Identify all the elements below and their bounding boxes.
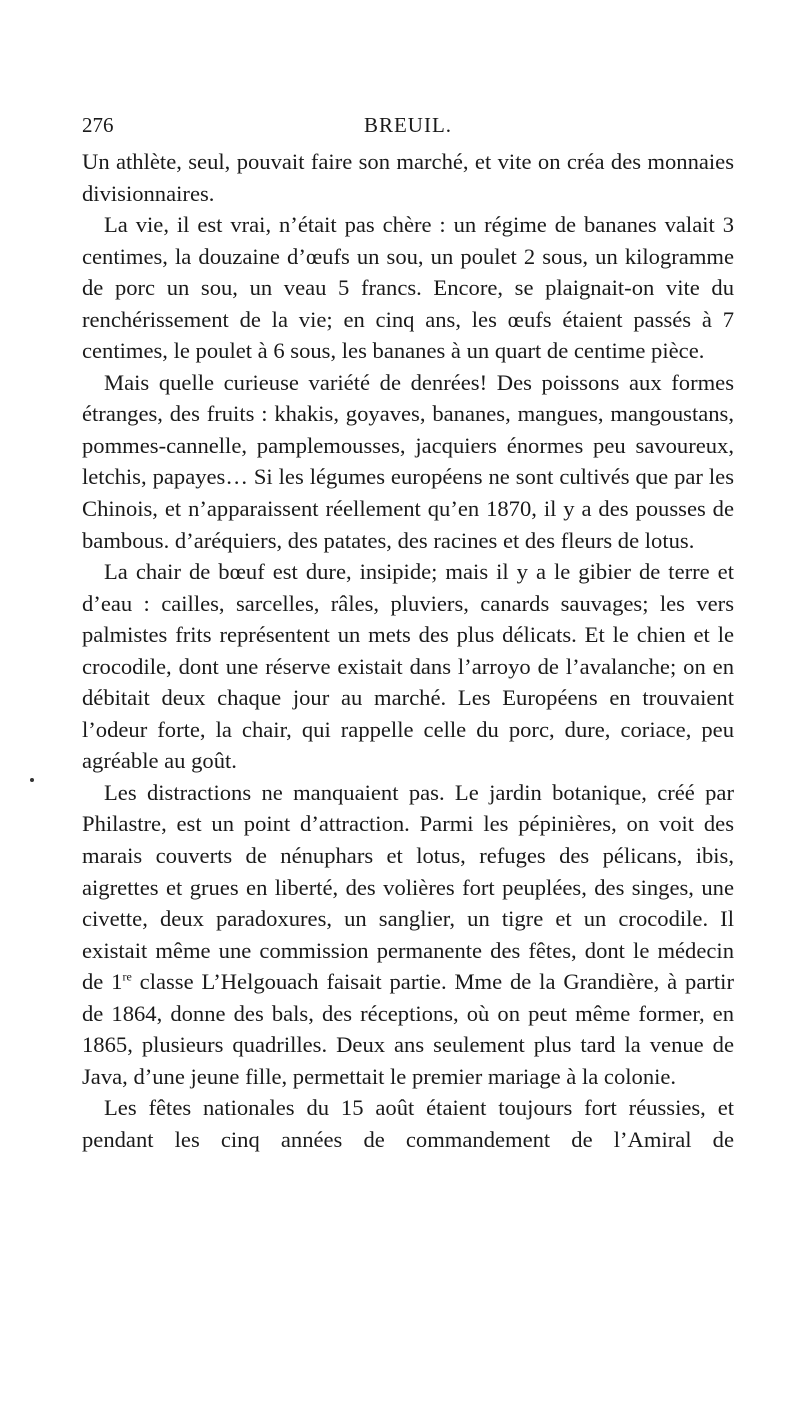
- margin-ink-dot: [30, 778, 34, 782]
- paragraph-3: Mais quelle curieuse variété de denrées! Des poissons aux formes étranges, des fruits : khakis, goyaves, bananes, mangues, mangoustans, pommes-cannelle, pamplemousses, jacquiers énormes peu savoureux, letchis, papayes… Si les légumes européens ne sont cultivés que par les Chinois, et n’apparaissent réellement qu’en 1870, il y a des pousses de bambous. d’aréquiers, des patates, des racines et des fleurs de lotus.: [82, 369, 734, 553]
- paragraph-1: Un athlète, seul, pouvait faire son marché, et vite on créa des monnaies divisionnaires.: [82, 149, 734, 206]
- paragraph-6: Les fêtes nationales du 15 août étaient toujours fort réussies, et pendant les cinq années de commandement de l’Amiral de: [82, 1095, 734, 1152]
- body-text: [82, 146, 734, 1156]
- paragraph-2: La vie, il est vrai, n’était pas chère : un régime de bananes valait 3 centimes, la douzaine d’œufs un sou, un poulet 2 sous, un kilogramme de porc un sou, un veau 5 francs. Encore, se plaignait-on vite du renchérissement de la vie; en cinq ans, les œufs étaient passés à 7 centimes, le poulet à 6 sous, les bananes à un quart de centime pièce.: [82, 212, 734, 364]
- running-title: BREUIL.: [363, 113, 453, 137]
- ordinal-superscript: re: [122, 969, 132, 984]
- running-head: [82, 113, 734, 143]
- paragraph-4: La chair de bœuf est dure, insipide; mais il y a le gibier de terre et d’eau : cailles, sarcelles, râles, pluviers, canards sauvages; les vers palmistes frits représentent un mets des plus délicats. Et le chien et le crocodile, dont une réserve existait dans l’arroyo de l’avalanche; on en débitait deux chaque jour au marché. Les Européens en trouvaient l’odeur forte, la chair, qui rappelle celle du porc, dure, coriace, peu agréable au goût.: [82, 559, 734, 774]
- paragraph-5-text-after: classe L’Helgouach faisait partie. Mme de la Grandière, à partir de 1864, donne des bals, des réceptions, où on peut même former, en 1865, plusieurs quadrilles. Deux ans seulement plus tard la venue de Java, d’une jeune fille, permettait le premier mariage à la colonie.: [82, 969, 734, 1089]
- paragraph-5: [82, 777, 734, 1092]
- page-number: 276: [82, 113, 114, 137]
- paragraph-5-text-before: Les distractions ne manquaient pas. Le jardin botanique, créé par Philastre, est un point d’attraction. Parmi les pépinières, on voit des marais couverts de nénuphars et lotus, refuges des pélicans, ibis, aigrettes et grues en liberté, des volières fort peuplées, des singes, une civette, deux paradoxures, un sanglier, un tigre et un crocodile. Il existait même une commission permanente des fêtes, dont le médecin de 1: [82, 779, 734, 995]
